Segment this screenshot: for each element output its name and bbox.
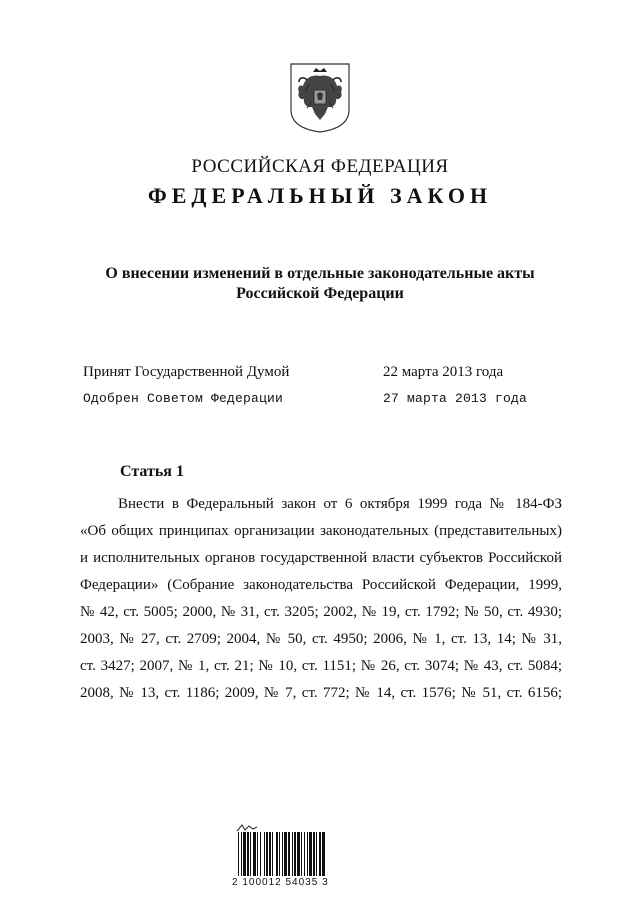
article-heading: Статья 1 [120, 463, 184, 480]
adoption-body: Принят Государственной Думой [83, 364, 290, 380]
article-line: № 42, ст. 5005; 2000, № 31, ст. 3205; 2002, № 19, ст. 1792; № 50, ст. 4930; [80, 604, 562, 620]
article-line: ст. 3427; 2007, № 1, ст. 21; № 10, ст. 1151; № 26, ст. 3074; № 43, ст. 5084; [80, 658, 562, 674]
article-line: 2008, № 13, ст. 1186; 2009, № 7, ст. 772; № 14, ст. 1576; № 51, ст. 6156; [80, 685, 562, 701]
barcode-number: 2 100012 54035 3 [232, 877, 329, 888]
law-subject-line-2: Российской Федерации [236, 285, 404, 302]
article-body [80, 491, 562, 707]
law-subject [0, 264, 640, 304]
law-type-title: ФЕДЕРАЛЬНЫЙ ЗАКОН [147, 183, 493, 208]
country-name: РОССИЙСКАЯ ФЕДЕРАЦИЯ [191, 156, 449, 177]
article-line: и исполнительных органов государственной власти субъектов Российской [80, 550, 562, 566]
adoption-body: Одобрен Советом Федерации [83, 391, 284, 406]
article-line: Внести в Федеральный закон от 6 октября 1999 года № 184-ФЗ [118, 496, 562, 512]
article-line: «Об общих принципах организации законодательных (представительных) [80, 523, 562, 539]
russian-coat-of-arms-icon [289, 62, 351, 134]
adoption-date: 22 марта 2013 года [383, 364, 504, 380]
article-line: 2003, № 27, ст. 2709; 2004, № 50, ст. 4950; 2006, № 1, ст. 13, 14; № 31, [80, 631, 562, 647]
article-line: Федерации» (Собрание законодательства Российской Федерации, 1999, [80, 577, 562, 593]
barcode-icon [236, 832, 396, 876]
law-subject-line-1: О внесении изменений в отдельные законодательные акты [105, 265, 535, 282]
adoption-date: 27 марта 2013 года [383, 391, 528, 406]
